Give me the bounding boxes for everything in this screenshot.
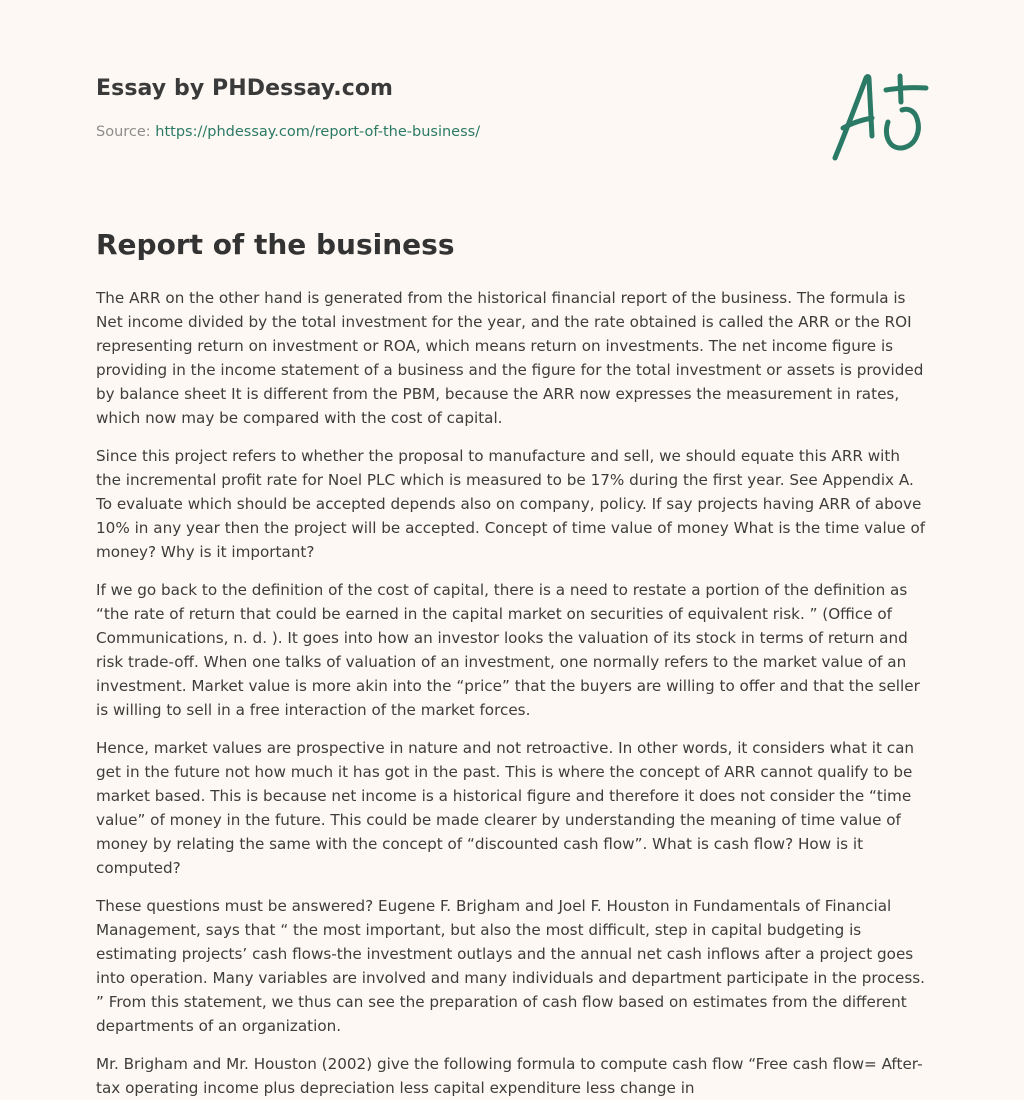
source-link[interactable]: https://phdessay.com/report-of-the-business/ <box>155 124 481 140</box>
paragraph: Mr. Brigham and Mr. Houston (2002) give the following formula to compute cash flow “Free cash flow= After-tax operating income plus depreciation less capital expenditure less change in <box>96 1055 923 1097</box>
brand-title: Essay by PHDessay.com <box>96 76 394 101</box>
article-body <box>96 286 928 1100</box>
page-title: Report of the business <box>96 228 455 261</box>
paragraph: Since this project refers to whether the proposal to manufacture and sell, we should equate this ARR with the incremental profit rate for Noel PLC which is measured to be 17% during the first year. See Appendix A. To evaluate which should be accepted depends also on company, policy. If say projects having ARR of above 10% in any year then the project will be accepted. Concept of time value of money What is the time value of money? Why is it important? <box>96 447 926 561</box>
paragraph: These questions must be answered? Eugene F. Brigham and Joel F. Houston in Fundamentals of Financial Management, says that “ the most important, but also the most difficult, step in capital budgeting is estimating projects’ cash flows-the investment outlays and the annual net cash inflows after a project goes into operation. Many variables are involved and many individuals and department participate in the process. ” From this statement, we thus can see the preparation of cash flow based on estimates from the different departments of an organization. <box>96 897 925 1035</box>
paragraph: If we go back to the definition of the cost of capital, there is a need to restate a portion of the definition as “the rate of return that could be earned in the capital market on securities of equivalent risk. ” (Office of Communications, n. d. ). It goes into how an investor looks the valuation of its stock in terms of return and risk trade-off. When one talks of valuation of an investment, one normally refers to the market value of an investment. Market value is more akin into the “price” that the buyers are willing to offer and that the seller is willing to sell in a free interaction of the market forces. <box>96 581 920 719</box>
a-plus-logo-icon <box>828 66 932 166</box>
paragraph: Hence, market values are prospective in nature and not retroactive. In other words, it considers what it can get in the future not how much it has got in the past. This is where the concept of ARR cannot qualify to be market based. This is because net income is a historical figure and therefore it does not consider the “time value” of money in the future. This could be made clearer by understanding the meaning of time value of money by relating the same with the concept of “discounted cash flow”. What is cash flow? How is it computed? <box>96 739 915 877</box>
paragraph: The ARR on the other hand is generated from the historical financial report of the business. The formula is Net income divided by the total investment for the year, and the rate obtained is called the ARR or the ROI representing return on investment or ROA, which means return on investments. The net income figure is providing in the income statement of a business and the figure for the total investment or assets is provided by balance sheet It is different from the PBM, because the ARR now expresses the measurement in rates, which now may be compared with the cost of capital. <box>96 289 924 427</box>
source-line <box>96 124 480 140</box>
source-label: Source: <box>96 124 156 140</box>
page-header <box>96 0 928 190</box>
